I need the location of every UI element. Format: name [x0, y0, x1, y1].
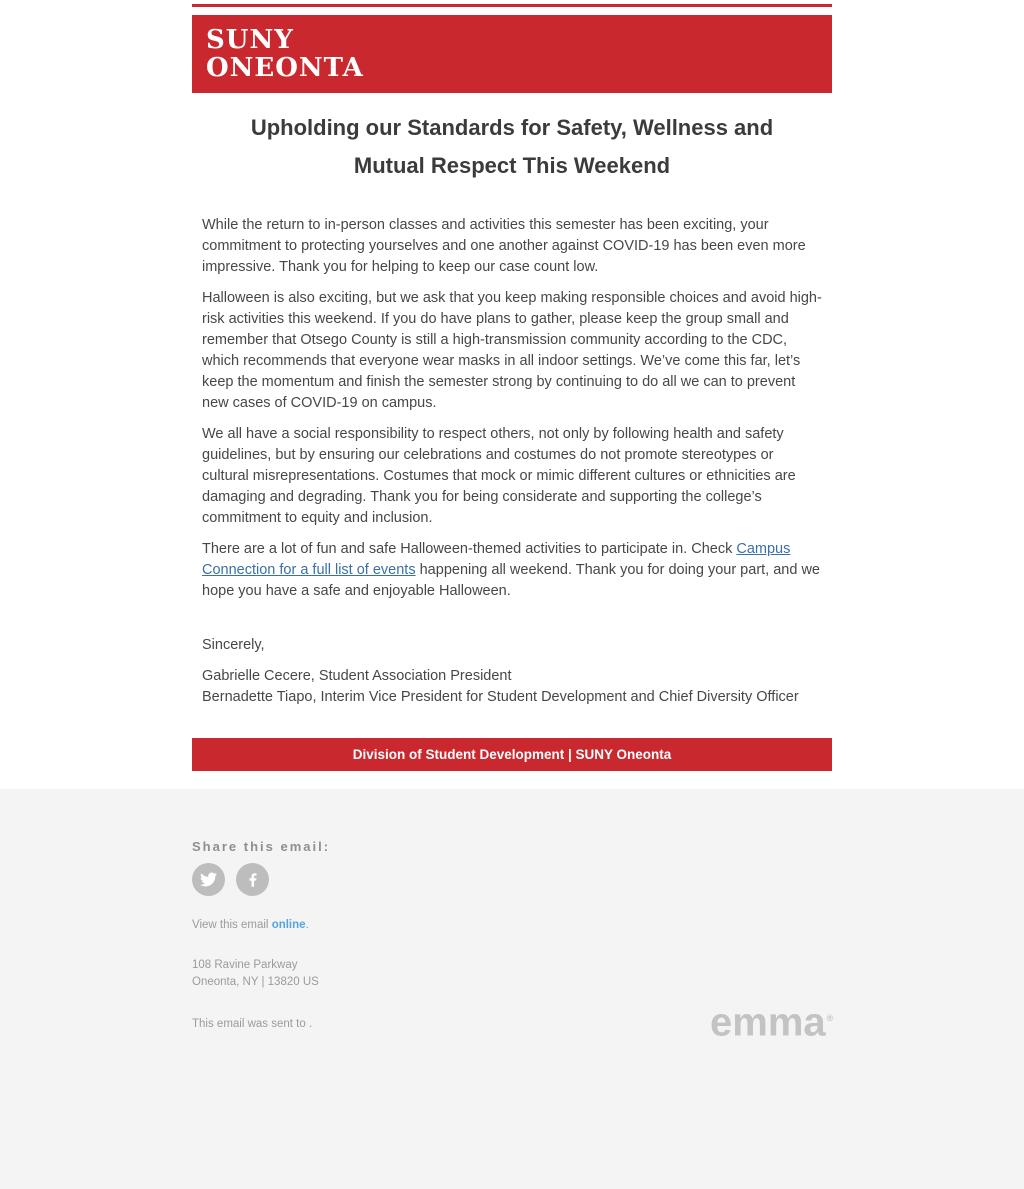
emma-logo[interactable]: [710, 998, 834, 1045]
body-paragraph-1: While the return to in-person classes and activities this semester has been exciting, your commitment to protecting yourselves and one another against COVID-19 has been even more impressive. Thank you for helping to keep our case count low.: [202, 217, 806, 275]
email-body: [192, 215, 832, 708]
page-title-line-1: Upholding our Standards for Safety, Wellness and: [250, 115, 774, 140]
logo-line-1: SUNY: [206, 25, 294, 55]
body-paragraph-2: Halloween is also exciting, but we ask that you keep making responsible choices and avoid high-risk activities this weekend. If you do have plans to gather, please keep the group small and remember that Otsego County is still a high-transmission community according to the CDC, which recommends that everyone wear masks in all indoor settings. We’ve come this far, let’s keep the momentum and finish the semester strong by continuing to do all we can to prevent new cases of COVID-19 on campus.: [202, 290, 822, 411]
emma-trademark-mark: ®: [826, 1013, 834, 1023]
page-title: [192, 109, 832, 185]
logo-line-2: ONEONTA: [206, 53, 364, 83]
email-footer: [0, 789, 1024, 1189]
paragraph-4-text-after: happening all weekend. Thank you for doing your part, and we hope you have a safe and enjoyable Halloween.: [202, 562, 820, 599]
signature-line-2: Bernadette Tiapo, Interim Vice President for Student Development and Chief Diversity Officer: [202, 689, 799, 705]
share-label: Share this email:: [192, 839, 331, 854]
facebook-share-button[interactable]: [236, 863, 269, 896]
body-paragraph-4: [202, 539, 822, 602]
header-banner: [192, 15, 832, 93]
view-online-line: [192, 919, 1024, 931]
sent-to-text: This email was sent to .: [192, 1018, 313, 1030]
sincerely-text: Sincerely,: [202, 637, 265, 653]
twitter-share-button[interactable]: [192, 863, 225, 896]
mailing-address: [192, 957, 1024, 991]
division-banner: [192, 738, 832, 771]
view-online-text-after: .: [305, 919, 309, 931]
twitter-icon: [200, 871, 217, 888]
view-online-link[interactable]: online: [271, 919, 306, 931]
address-line-1: 108 Ravine Parkway: [192, 959, 298, 971]
body-paragraph-3: We all have a social responsibility to respect others, not only by following health and safety guidelines, but by ensuring our celebrations and costumes do not promote stereotypes or cultural misrepresentations. Costumes that mock or mimic different cultures or ethnicities are damaging and degrading. Thank you for being considerate and supporting the college’s commitment to equity and inclusion.: [202, 426, 796, 526]
share-icons-row: [192, 863, 1024, 896]
page-title-line-2: Mutual Respect This Weekend: [353, 153, 671, 178]
signature-block: [202, 666, 822, 708]
paragraph-4-text-before: There are a lot of fun and safe Halloween-themed activities to participate in. Check: [202, 541, 737, 557]
campus-connection-link[interactable]: Campus Connection for a full list of events: [202, 541, 791, 578]
suny-oneonta-logo: [206, 26, 832, 82]
view-online-text-before: View this email: [192, 919, 272, 931]
address-line-2: Oneonta, NY | 13820 US: [192, 976, 319, 988]
signature-line-1: Gabrielle Cecere, Student Association President: [202, 668, 512, 684]
division-banner-text: Division of Student Development | SUNY Oneonta: [352, 747, 672, 762]
facebook-icon: [244, 871, 262, 889]
emma-logo-text: emma: [710, 1000, 826, 1045]
top-accent-line: [192, 4, 832, 7]
